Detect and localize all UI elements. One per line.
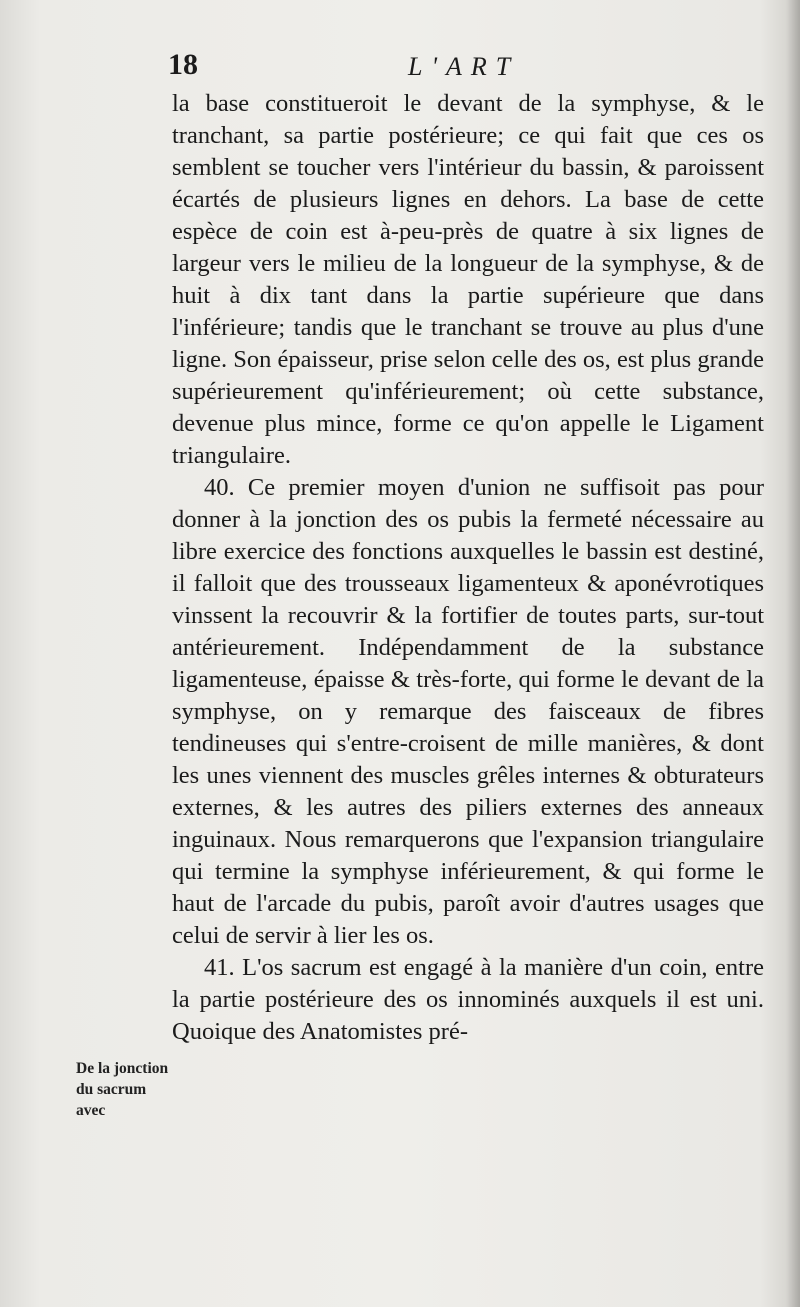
page-number: 18 [168,48,198,81]
paragraph-40: 40. Ce premier moyen d'union ne suffisoit pas pour donner à la jonction des os pubis la fermeté nécessaire au libre exercice des fonctions auxquelles le bassin est destiné, il falloit que des trousseaux ligamenteux & aponévrotiques vinssent la recouvrir & la fortifier de toutes parts, sur-tout antérieurement. Indépendamment de la substance ligamenteuse, épaisse & très-forte, qui forme le devant de la symphyse, on y remarque des faisceaux de fibres tendineuses qui s'entre-croisent de mille manières, & dont les unes viennent des muscles grêles internes & obturateurs externes, & les autres des piliers externes des anneaux inguinaux. Nous remarquerons que l'expansion triangulaire qui termine la symphyse inférieurement, & qui forme le haut de l'arcade du pubis, paroît avoir d'autres usages que celui de servir à lier les os. [172,474,764,949]
body-text [172,88,764,1048]
marginal-note: De la jonction du sacrum avec [76,1060,169,1119]
paragraph-continued: la base constitueroit le devant de la symphyse, & le tranchant, sa partie postérieure; ce qui fait que ces os semblent se toucher vers l'intérieur du bassin, & paroissent écartés de plusieurs lignes en dehors. La base de cette espèce de coin est à-peu-près de quatre à six lignes de largeur vers le milieu de la longueur de la symphyse, & de huit à dix tant dans la partie supérieure que dans l'inférieure; tandis que le tranchant se trouve au plus d'une ligne. Son épaisseur, prise selon celle des os, est plus grande supérieurement qu'inférieurement; où cette substance, devenue plus mince, forme ce qu'on appelle le Ligament triangulaire. [172,90,764,469]
page-edge-shadow [786,0,800,1307]
running-head: L'ART [408,52,520,81]
page-header [168,48,768,84]
paragraph-41: 41. L'os sacrum est engagé à la manière d'un coin, entre la partie postérieure des os innominés auxquels il est uni. Quoique des Anatomistes pré- [172,954,764,1045]
